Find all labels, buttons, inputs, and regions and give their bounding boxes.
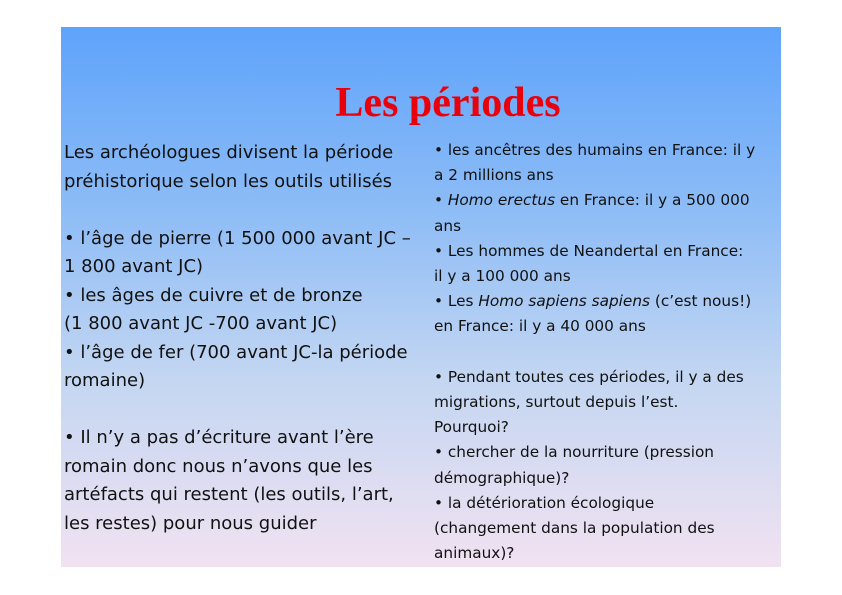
age-copper-bronze: • les âges de cuivre et de bronze (1 800 avant JC -700 avant JC) [64,284,363,334]
neandertal-bullet: • Les hommes de Neandertal en France: il y a 100 000 ans [434,241,744,286]
ecology-bullet: • la détérioration écologique (changement dans la population des animaux)? [434,493,715,563]
sapiens-name: Homo sapiens sapiens [478,292,650,311]
erectus-name: Homo erectus [447,191,556,210]
sapiens-rest: (c’est nous!) [650,292,752,311]
sapiens-prefix: • Les [434,292,479,311]
slide-title: Les périodes [335,80,561,126]
age-iron: • l’âge de fer (700 avant JC-la période romaine) [64,341,408,391]
erectus-line2: ans [434,216,462,235]
migrations-bullet: • Pendant toutes ces périodes, il y a des migrations, surtout depuis l’est. Pourquoi? [434,367,744,437]
erectus-marker: • [434,191,448,210]
sapiens-line2: en France: il y a 40 000 ans [434,317,646,336]
left-column [64,139,426,538]
ancestors-bullet [434,138,781,188]
age-stone: • l’âge de pierre (1 500 000 avant JC – 1 800 avant JC) [64,227,411,277]
sapiens-bullet [434,289,781,339]
erectus-rest: en France: il y a 500 000 [555,191,750,210]
right-column [434,138,781,566]
slide [61,27,781,567]
food-bullet: • chercher de la nourriture (pression démographique)? [434,443,715,487]
intro-text: Les archéologues divisent la période préhistorique selon les outils utilisés [64,142,394,192]
writing-note: • Il n’y a pas d’écriture avant l’ère romain donc nous n’avons que les artéfacts qui restent (les outils, l’art, les restes) pour nous guider [64,427,394,534]
ancestors-line1: • les ancêtres des humains en France: il y [434,141,756,159]
ancestors-line2: a 2 millions ans [434,166,554,185]
erectus-bullet [434,188,781,238]
